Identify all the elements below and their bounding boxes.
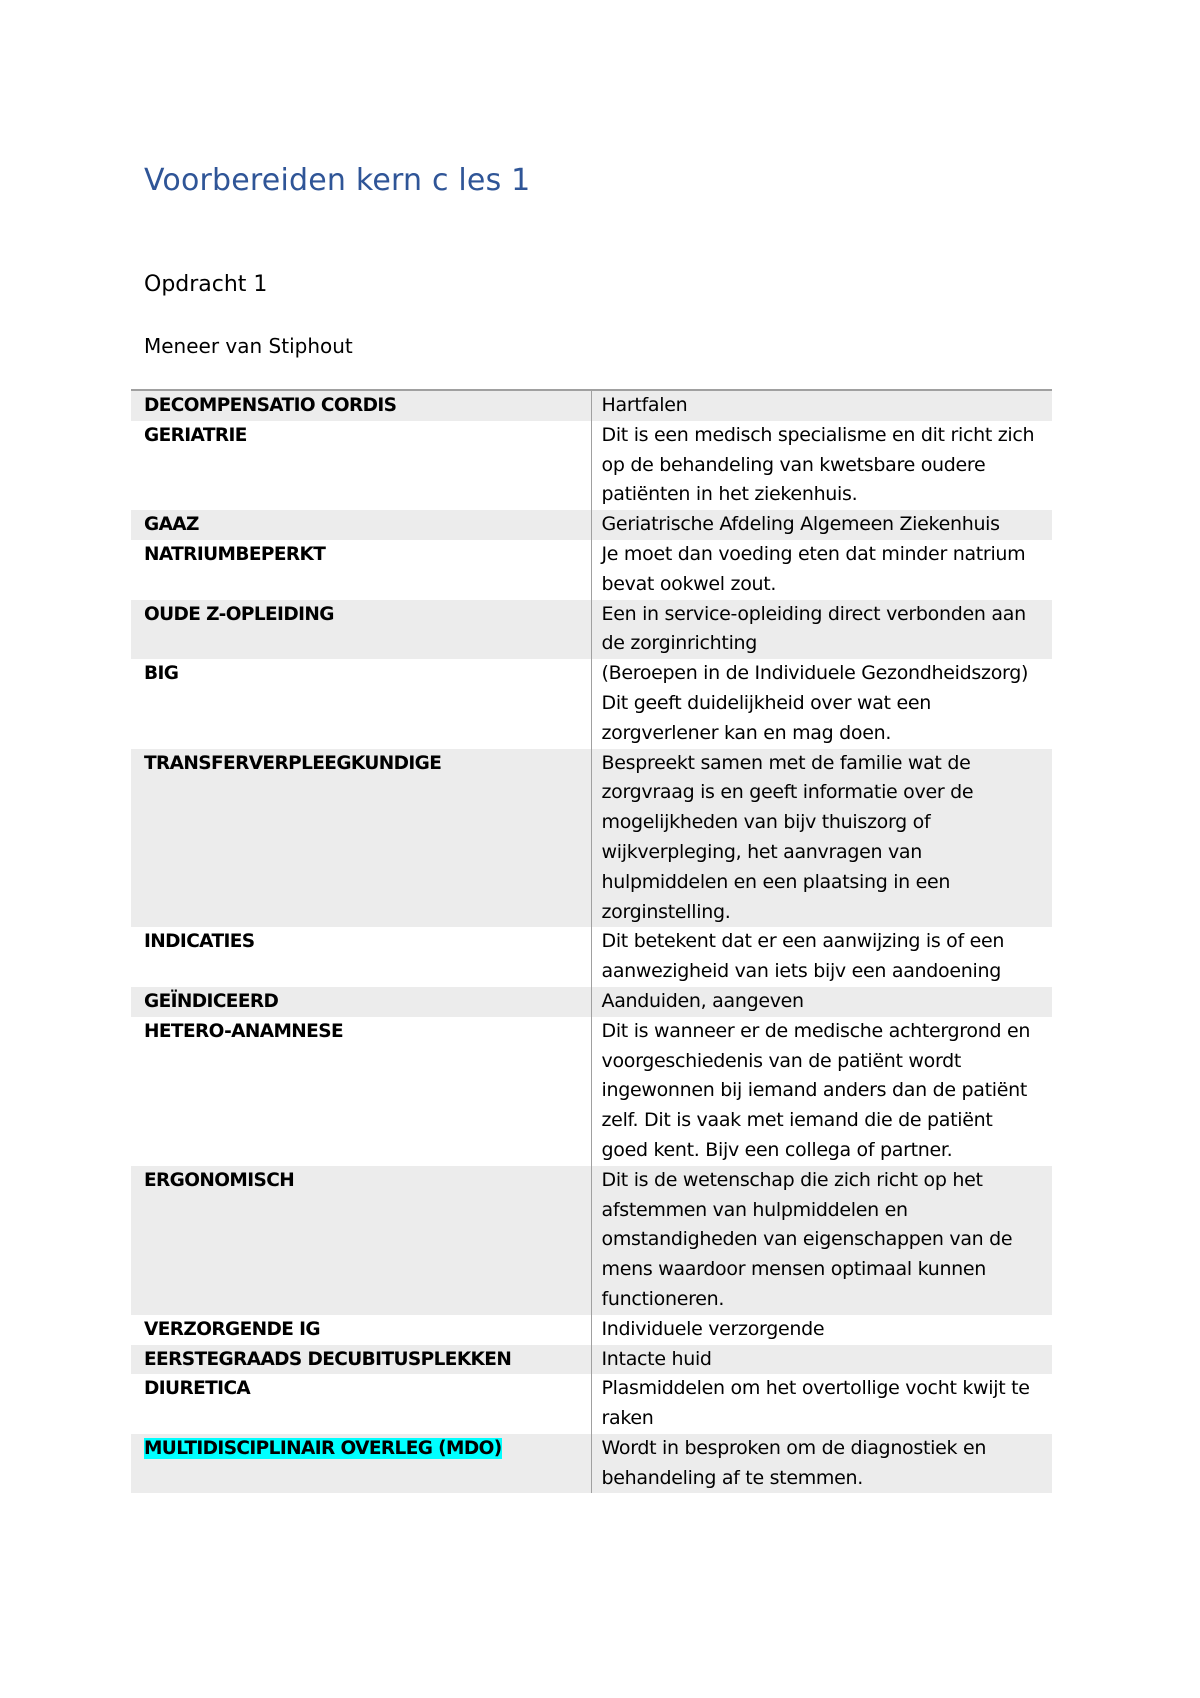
definition-cell: Hartfalen [591, 390, 1052, 421]
definition-cell: Dit is wanneer er de medische achtergrond en voorgeschiedenis van de patiënt wordt ingewonnen bij iemand anders dan de patiënt zelf. Dit is vaak met iemand die de patiënt goed kent. Bijv een collega of partner. [601, 1019, 1031, 1161]
definition-cell: Plasmiddelen om het overtollige vocht kwijt te raken [601, 1377, 1030, 1430]
definition-cell: Je moet dan voeding eten dat minder natrium bevat ookwel zout. [601, 542, 1026, 595]
table-row [131, 1315, 1052, 1345]
table-row [131, 987, 1052, 1017]
definition-cell: Bespreekt samen met de familie wat de zorgvraag is en geeft informatie over de mogelijkheden van bijv thuiszorg of wijkverpleging, het aanvragen van hulpmiddelen en een plaatsing in een zorginstelling. [591, 749, 1052, 928]
terms-table [131, 389, 1052, 1493]
term-cell: VERZORGENDE IG [131, 1315, 591, 1345]
term-cell: INDICATIES [131, 927, 591, 987]
highlighted-term: MULTIDISCIPLINAIR OVERLEG (MDO) [144, 1437, 502, 1459]
definition-cell: Geriatrische Afdeling Algemeen Ziekenhuis [591, 510, 1052, 540]
definition-cell: Dit is een medisch specialisme en dit richt zich op de behandeling van kwetsbare oudere patiënten in het ziekenhuis. [601, 423, 1035, 506]
document-title: Voorbereiden kern c les 1 [144, 163, 531, 198]
definition-cell: (Beroepen in de Individuele Gezondheidszorg) Dit geeft duidelijkheid over wat een zorgverlener kan en mag doen. [601, 662, 1029, 744]
definition-cell: Intacte huid [591, 1345, 1052, 1375]
table-row [131, 749, 1052, 928]
assignment-heading: Opdracht 1 [144, 272, 268, 297]
table-row [131, 1017, 1052, 1166]
term-cell: OUDE Z-OPLEIDING [131, 600, 591, 660]
table-row [131, 659, 1052, 748]
table-row [131, 421, 1052, 510]
table-row [131, 390, 1052, 421]
table-row [131, 1434, 1052, 1494]
term-cell: GERIATRIE [131, 421, 591, 510]
table-row [131, 927, 1052, 987]
table-row [131, 1345, 1052, 1375]
table-row [131, 540, 1052, 600]
definition-cell: Dit is de wetenschap die zich richt op het afstemmen van hulpmiddelen en omstandigheden van eigenschappen van de mens waardoor mensen optimaal kunnen functioneren. [591, 1166, 1052, 1315]
definition-cell: Wordt in besproken om de diagnostiek en behandeling af te stemmen. [591, 1434, 1052, 1494]
definition-cell: Een in service-opleiding direct verbonden aan de zorginrichting [591, 600, 1052, 660]
table-row [131, 510, 1052, 540]
term-cell: GEÏNDICEERD [131, 987, 591, 1017]
definition-cell: Individuele verzorgende [601, 1317, 825, 1340]
table-row [131, 1374, 1052, 1434]
table-row [131, 600, 1052, 660]
term-cell: HETERO-ANAMNESE [131, 1017, 591, 1166]
term-cell: EERSTEGRAADS DECUBITUSPLEKKEN [131, 1345, 591, 1375]
definition-cell: Dit betekent dat er een aanwijzing is of een aanwezigheid van iets bijv een aandoening [601, 930, 1005, 983]
term-cell: TRANSFERVERPLEEGKUNDIGE [131, 749, 591, 928]
patient-name: Meneer van Stiphout [144, 334, 353, 358]
term-cell: DIURETICA [131, 1374, 591, 1434]
definition-cell: Aanduiden, aangeven [591, 987, 1052, 1017]
table-row [131, 1166, 1052, 1315]
term-cell: GAAZ [131, 510, 591, 540]
term-cell [131, 1434, 591, 1494]
term-cell: NATRIUMBEPERKT [131, 540, 591, 600]
term-cell: ERGONOMISCH [131, 1166, 591, 1315]
term-cell: BIG [131, 659, 591, 748]
term-cell: DECOMPENSATIO CORDIS [131, 390, 591, 421]
